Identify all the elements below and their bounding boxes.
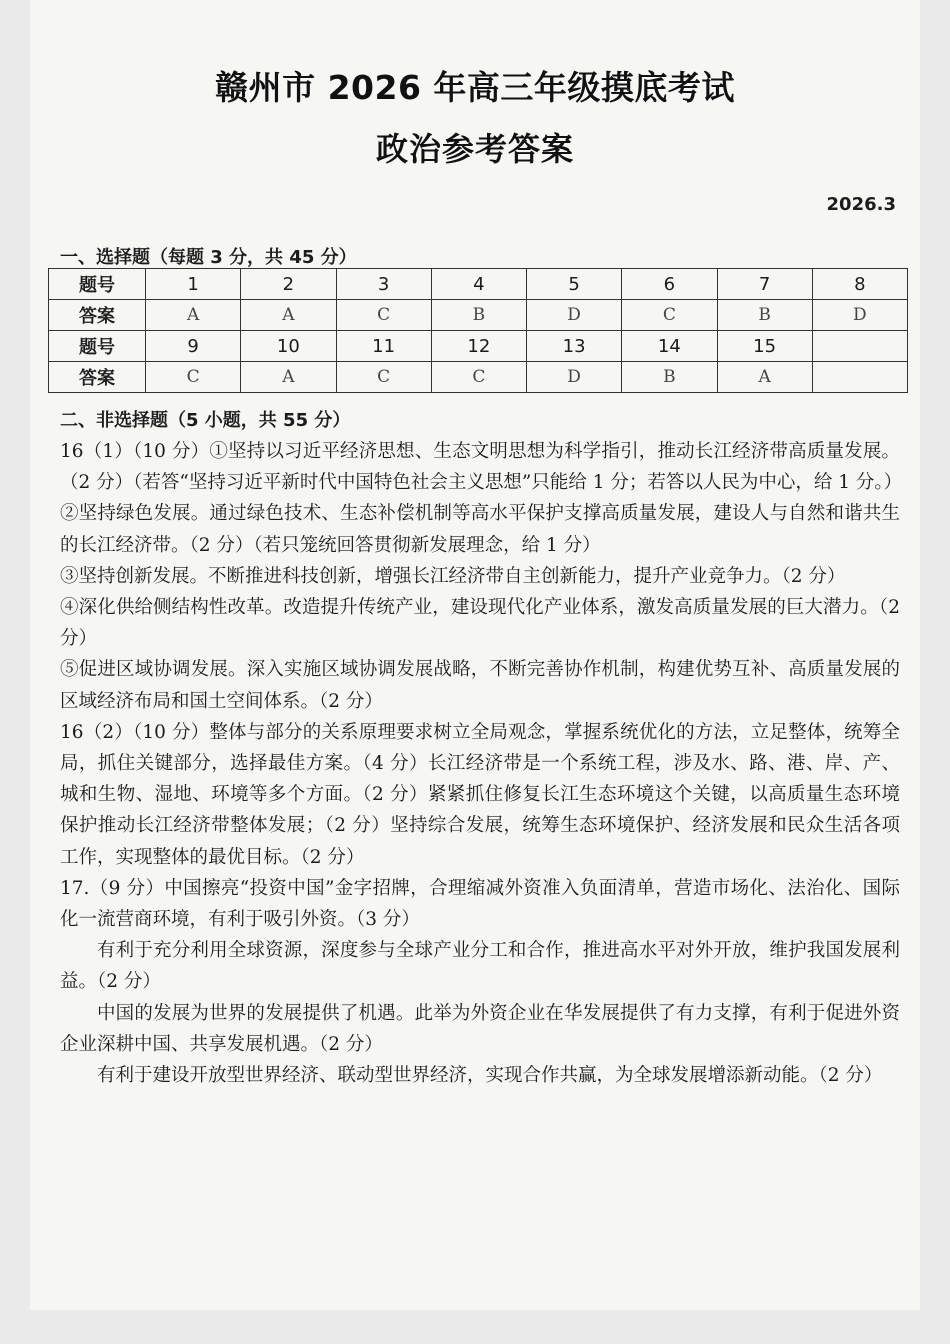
answer-cell: C — [336, 300, 431, 331]
question-number: 3 — [336, 269, 431, 300]
empty-cell — [812, 331, 907, 362]
table-row — [49, 300, 908, 331]
answer-cell: C — [431, 362, 526, 393]
question-number: 8 — [812, 269, 907, 300]
question-number: 12 — [431, 331, 526, 362]
answer-paragraph: 有利于建设开放型世界经济、联动型世界经济，实现合作共赢，为全球发展增添新动能。（2 分） — [97, 1065, 883, 1087]
answer-cell: A — [241, 362, 336, 393]
table-row — [49, 331, 908, 362]
answer-cell: D — [527, 362, 622, 393]
page-title: 赣州市 2026 年高三年级摸底考试 — [215, 68, 735, 107]
row-label: 题号 — [49, 331, 146, 362]
answer-paragraph: ④深化供给侧结构性改革。改造提升传统产业，建设现代化产业体系，激发高质量发展的巨大潜力。（2 分） — [60, 597, 900, 650]
answer-cell: C — [146, 362, 241, 393]
answer-paragraph: 中国的发展为世界的发展提供了机遇。此举为外资企业在华发展提供了有力支撑，有利于促进外资企业深耕中国、共享发展机遇。（2 分） — [60, 1002, 900, 1055]
question-number: 14 — [622, 331, 717, 362]
section-heading-essay: 二、非选择题（5 小题，共 55 分） — [60, 410, 351, 431]
question-number: 2 — [241, 269, 336, 300]
answer-cell: C — [336, 362, 431, 393]
row-label: 答案 — [49, 300, 146, 331]
question-number: 1 — [146, 269, 241, 300]
answer-cell: A — [717, 362, 812, 393]
question-number: 15 — [717, 331, 812, 362]
row-label: 题号 — [49, 269, 146, 300]
question-number: 5 — [527, 269, 622, 300]
answer-table — [48, 268, 908, 393]
answer-paragraph: 有利于充分利用全球资源，深度参与全球产业分工和合作，推进高水平对外开放，维护我国发展利益。（2 分） — [60, 940, 900, 993]
answer-paragraph: ②坚持绿色发展。通过绿色技术、生态补偿机制等高水平保护支撑高质量发展，建设人与自然和谐共生的长江经济带。（2 分）（若只笼统回答贯彻新发展理念，给 1 分） — [60, 503, 900, 556]
table-row — [49, 269, 908, 300]
answer-cell: D — [527, 300, 622, 331]
question-number: 9 — [146, 331, 241, 362]
answer-cell: B — [717, 300, 812, 331]
question-number: 7 — [717, 269, 812, 300]
question-number: 4 — [431, 269, 526, 300]
answer-cell: C — [622, 300, 717, 331]
answer-paragraph: 17.（9 分）中国擦亮“投资中国”金字招牌，合理缩减外资准入负面清单，营造市场化、法治化、国际化一流营商环境，有利于吸引外资。（3 分） — [60, 877, 900, 931]
answer-paragraph: ⑤促进区域协调发展。深入实施区域协调发展战略，不断完善协作机制，构建优势互补、高质量发展的区域经济布局和国土空间体系。（2 分） — [60, 659, 900, 712]
answer-cell: A — [241, 300, 336, 331]
answer-sheet-page — [30, 0, 920, 1310]
page-subtitle: 政治参考答案 — [375, 130, 574, 168]
question-number: 13 — [527, 331, 622, 362]
section-heading-choice: 一、选择题（每题 3 分，共 45 分） — [60, 247, 357, 268]
question-number: 10 — [241, 331, 336, 362]
answer-cell: B — [622, 362, 717, 393]
exam-date: 2026.3 — [826, 194, 896, 215]
answer-cell: A — [146, 300, 241, 331]
answer-paragraph: 16（1）（10 分）①坚持以习近平经济思想、生态文明思想为科学指引，推动长江经济带高质量发展。（2 分）（若答“坚持习近平新时代中国特色社会主义思想”只能给 1 分；若答以人民为中心，给 1 分。） — [60, 441, 903, 494]
answer-cell: B — [431, 300, 526, 331]
answer-cell: D — [812, 300, 907, 331]
answer-paragraph: 16（2）（10 分）整体与部分的关系原理要求树立全局观念，掌握系统优化的方法，立足整体，统筹全局，抓住关键部分，选择最佳方案。（4 分）长江经济带是一个系统工程，涉及水、路、港、岸、产、城和生物、湿地、环境等多个方面。（2 分）紧紧抓住修复长江生态环境这个关键，以高质量生态环境保护推动长江经济带整体发展；（2 分）坚持综合发展，统筹生态环境保护、经济发展和民众生活各项工作，实现整体的最优目标。（2 分） — [60, 721, 900, 868]
answer-paragraph: ③坚持创新发展。不断推进科技创新，增强长江经济带自主创新能力，提升产业竞争力。（2 分） — [60, 565, 846, 587]
question-number: 11 — [336, 331, 431, 362]
empty-cell — [812, 362, 907, 393]
row-label: 答案 — [49, 362, 146, 393]
answer-body — [60, 436, 903, 1091]
question-number: 6 — [622, 269, 717, 300]
table-row — [49, 362, 908, 393]
